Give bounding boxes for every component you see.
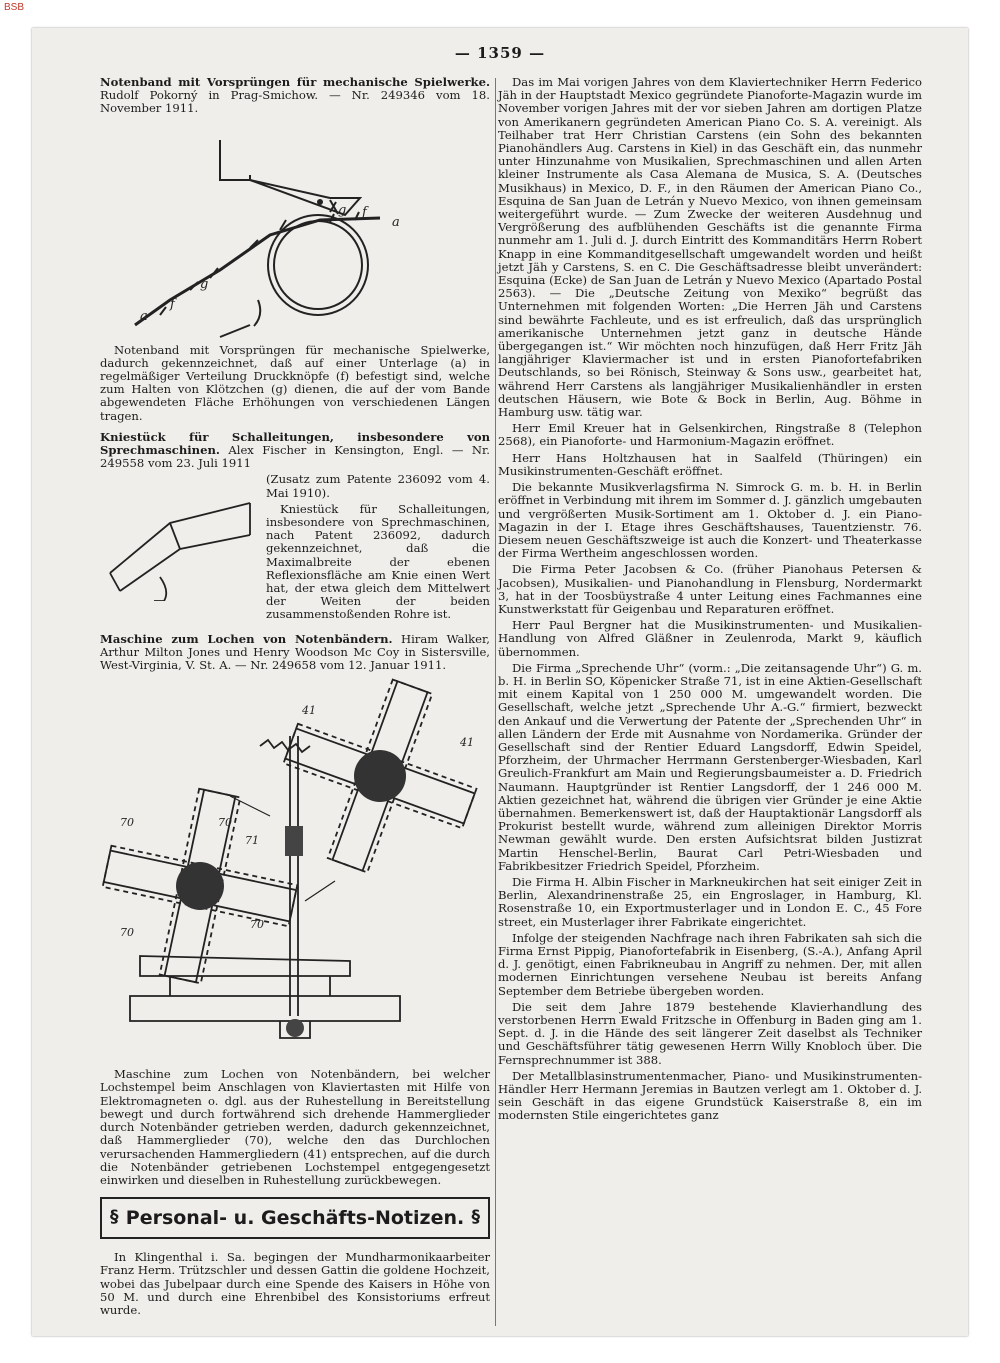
punch-block <box>285 826 303 856</box>
fig3-label: 70 <box>218 816 232 830</box>
notice-bergner: Herr Paul Bergner hat die Musikinstrumenten- und Musikalien-Handlung von Alfred Gläßner in Zeulenroda, Markt 9, käuflich übernommen. <box>498 618 922 659</box>
right-column <box>498 76 922 1126</box>
section-banner: § Personal- u. Geschäfts-Notizen. § <box>100 1197 490 1239</box>
notice-kreuer: Herr Emil Kreuer hat in Gelsenkirchen, Ringstraße 8 (Telephon 2568), ein Pianoforte- und Harmonium-Magazin eröffnet. <box>498 421 922 449</box>
fig1-label: g <box>338 202 347 218</box>
notice-jaeh-carstens: Das im Mai vorigen Jahres von dem Klaviertechniker Herrn Federico Jäh in der Hauptstadt Mexico gegründete Pianoforte-Magazin wurde im November vorigen Jahres mit der vor sieben Jahren am dortigen Platze von Amerikanern gegründeten American Piano Co. S. A. vereinigt. Als Teilhaber trat Herr Christian Carstens (ein Sohn des bekannten Pianohändlers Aug. Carstens in Kiel) in das Geschäft ein, das nunmehr unter Hinzunahme von Musikalien, Sprechmaschinen und allen Arten kleiner Instrumente als Casa Alemana de Musica, S. A. (Deutsches Musikhaus) in Mexico, D. F., in den Räumen der American Piano Co., Esquina de San Juan de Letrán y Nuevo Mexico, von ihnen gemeinsam weitergeführt wurde. — Zum Zwecke der weiteren Ausdehnug und Vergrößerung des aufblühenden Geschäfts ist die genannte Firma nunmehr am 1. Juli d. J. durch Eintritt des Kommanditärs Herrn Robert Knapp in eine Kommanditgesellschaft umgewandelt worden und heißt jetzt Jäh y Carstens, S. en C. Die Geschäftsadresse bleibt unverändert: Esquina (Ecke) de San Juan de Letrán y Nuevo Mexico (Apartado Postal 2563). — Die „Deutsche Zeitung von Mexiko“ begrüßt das Unternehmen mit folgenden Worten: „Die Herren Jäh und Carstens sind bewährte Fachleute, und es ist erfreulich, daß das ursprünglich amerikanische Unternehmen jetzt ganz in deutsche Hände übergegangen ist.“ Wir möchten noch hinzufügen, daß Herr Fritz Jäh langjähriger Klaviermacher ist und in ersten Pianofortefabriken Deutschlands, so bei Rönisch, Steinway & Sons usw., gearbeitet hat, während Herr Carstens als langjähriger Musikalienhändler in ersten deutschen Häusern, wie Bote & Bock in Berlin, Aug. Böhme in Hamburg usw. tätig war. <box>498 75 922 420</box>
patent1-figure <box>100 120 490 338</box>
library-mark: BSB <box>4 2 25 13</box>
fig1-label: f <box>362 204 367 220</box>
patent1-title: Notenband mit Vorsprüngen für mechanische Spielwerke. <box>100 75 490 89</box>
notice-pippig: Infolge der steigenden Nachfrage nach ihren Fabrikaten sah sich die Firma Ernst Pippig, Pianofortefabrik in Eisenberg, (S.-A.), Anfang April d. J. genötigt, einen Fabrikneubau in Angriff zu nehmen. Der, mit allen modernen Einrichtungen versehene Neubau ist bereits Anfang September dem Betriebe übergeben worden. <box>498 930 922 998</box>
patent2-addon: (Zusatz zum Patente 236092 vom 4. Mai 1910). <box>266 472 490 500</box>
fig1-label: a <box>392 214 400 230</box>
patent3-body: Maschine zum Lochen von Notenbändern, bei welcher Lochstempel beim Anschlagen von Klaviertasten mit Hilfe von Elektromagneten o. dgl. aus der Ruhestellung in Bereitstellung bewegt und durch fortwährend sich drehende Hammerglieder durch Notenbänder getrieben werden, dadurch gekennzeichnet, daß Hammerglieder (70), welche den das Durchlochen verursachenden Hammergliedern (41) entsprechen, auf die durch die Notenbänder getriebenen Lochstempel entgegengesetzt einwirken und dieselben in Ruhestellung zurückbewegen. <box>100 1067 490 1187</box>
newspaper-page <box>32 28 968 1336</box>
patent2-figure <box>100 473 260 601</box>
patent2-ref: Alex Fischer in Kensington, Engl. — Nr. 249558 vom 23. Juli 1911 <box>100 443 490 471</box>
fig1-label: g <box>200 276 209 292</box>
patent1-body: Notenband mit Vorsprüngen für mechanische Spielwerke, dadurch gekennzeichnet, daß auf einer Unterlage (a) in regelmäßiger Verteilung Druckknöpfe (f) befestigt sind, welche zum Halten von Klötzchen (g) dienen, die auf der vom Bande abgewendeten Fläche Erhöhungen von verschiedenen Längen tragen. <box>100 342 490 423</box>
patent1-heading <box>100 76 490 116</box>
notice-fritzsche: Die seit dem Jahre 1879 bestehende Klavierhandlung des verstorbenen Herrn Ewald Fritzsche in Offenburg in Baden ging am 1. Sept. d. J. in die Hände des seit längerer Zeit daselbst als Techniker und Geschäftsführer tätig gewesenen Herrn Willy Knobloch über. Die Fernsprechnummer ist 388. <box>498 999 922 1067</box>
fig1-label: a <box>140 308 148 324</box>
column-rule <box>495 78 496 1326</box>
notice-jeremias: Der Metallblasinstrumentenmacher, Piano- und Musikinstrumenten-Händler Herr Hermann Jeremias in Bautzen verlegt am 1. Oktober d. J. sein Geschäft in das eigene Grundstück Kaiserstraße 8, ein im modernsten Stile eingerichtetes ganz <box>498 1068 922 1123</box>
patent2-text <box>266 473 490 624</box>
notice-sprechende-uhr: Die Firma „Sprechende Uhr“ (vorm.: „Die zeitansagende Uhr“) G. m. b. H. in Berlin SO, Köpenicker Straße 71, ist in eine Aktien-Gesellschaft mit einem Kapital von 1 250 000 M. umgewandelt worden. Die Gesellschaft, welche jetzt „Sprechende Uhr A.-G.“ firmiert, bezweckt den Ankauf und die Verwertung der Patente der „Sprechenden Uhr“ in allen Ländern der Erde mit Ausnahme von Nordamerika. Gründer der Gesellschaft sind der Rentier Eduard Langsdorff, Edwin Speidel, Pforzheim, der Uhrmacher Herrmann Gerstenberger-Wiesbaden, Karl Greulich-Frankfurt am Main und Regierungsbaumeister a. D. Friedrich Naumann. Hauptgründer ist Rentier Langsdorff, der 1 246 000 M. Aktien gezeichnet hat, während die übrigen vier Gründer je eine Aktie übernahmen. Bemerkenswert ist, daß der Hauptaktionär Langsdorff als Prokurist bestellt wurde, während zum alleinigen Direktor Morris Newman gewählt wurde. Den ersten Aufsichtsrat bilden Justizrat Martin Henschel-Berlin, Baurat Carl Petri-Wiesbaden und Fabrikbesitzer Friedrich Speidel, Pforzheim. <box>498 660 922 873</box>
fig3-label: 41 <box>302 704 316 718</box>
notice-trutzschler: In Klingenthal i. Sa. begingen der Mundharmonikaarbeiter Franz Herm. Trützschler und dessen Gattin die goldene Hochzeit, wobei das Jubelpaar durch eine Spende des Kaisers in Höhe von 50 M. und durch eine Ehrenbibel des Konsistoriums erfreut wurde. <box>100 1250 490 1317</box>
patent2-body: Kniestück für Schalleitungen, insbesondere von Sprechmaschinen, nach Patent 236092, dadurch gekennzeichnet, daß die Maximalbreite der ebenen Reflexionsfläche am Knie einen Wert hat, der etwa gleich dem Mittelwert der Weiten der beiden zusammenstoßenden Rohre ist. <box>266 501 490 622</box>
patent3-figure <box>100 676 490 1062</box>
hammer-wheel-icon <box>176 862 224 910</box>
pivot-icon <box>317 199 323 205</box>
bolt-icon <box>286 1019 304 1037</box>
notice-holtzhausen: Herr Hans Holtzhausen hat in Saalfeld (Thüringen) ein Musikinstrumenten-Geschäft eröffnet. <box>498 450 922 478</box>
notice-simrock: Die bekannte Musikverlagsfirma N. Simrock G. m. b. H. in Berlin eröffnet in Verbindung mit ihrem im Sommer d. J. gänzlich umgebauten und vergrößerten Musik-Sortiment am 1. Oktober d. J. ein Piano-Magazin in der I. Etage ihres Geschäftshauses, Tauentzienstr. 76. Diesem neuen Geschäftszweige ist auch die Konzert- und Theaterkasse der Firma Wertheim angeschlossen worden. <box>498 480 922 561</box>
page-number: — 1359 — <box>454 44 546 62</box>
left-column <box>100 76 490 1320</box>
fig3-label: 70 <box>120 926 134 940</box>
notice-jacobsen: Die Firma Peter Jacobsen & Co. (früher Pianohaus Petersen & Jacobsen), Musikalien- und Pianohandlung in Flensburg, Nordermarkt 3, hat in der Toosbüystraße 4 unter Leitung eines Fachmannes eine Kunstwerkstatt für Geigenbau und Reparaturen eröffnet. <box>498 562 922 616</box>
fig1-label: f <box>170 296 175 312</box>
fig3-label: 71 <box>245 834 259 848</box>
patent2-block <box>100 473 490 624</box>
patent2-heading <box>100 431 490 471</box>
fig3-label: 70 <box>250 918 264 932</box>
patent2-title: Kniestück für Schalleitungen, insbesondere von Sprechmaschinen. <box>100 429 490 458</box>
patent3-title: Maschine zum Lochen von Notenbändern. <box>100 631 393 646</box>
notice-albin-fischer: Die Firma H. Albin Fischer in Markneukirchen hat seit einiger Zeit in Berlin, Alexandrinenstraße 25, ein Engroslager, in Hamburg, Kl. Rosenstraße 10, ein Exportmusterlager und in London E. C., 45 Fore street, ein Musterlager ihrer Fabrikate eingerichtet. <box>498 874 922 929</box>
fig3-label: 70 <box>120 816 134 830</box>
patent3-heading <box>100 633 490 673</box>
patent3-ref: Hiram Walker, Arthur Milton Jones und Henry Woodson Mc Coy in Sistersville, West-Virginia, V. St. A. — Nr. 249658 vom 12. Januar 1911. <box>100 631 490 673</box>
hammer-wheel-icon <box>354 750 406 802</box>
fig3-label: 41 <box>460 736 474 750</box>
patent1-ref: Rudolf Pokorný in Prag-Smichow. — Nr. 249346 vom 18. November 1911. <box>100 88 490 116</box>
